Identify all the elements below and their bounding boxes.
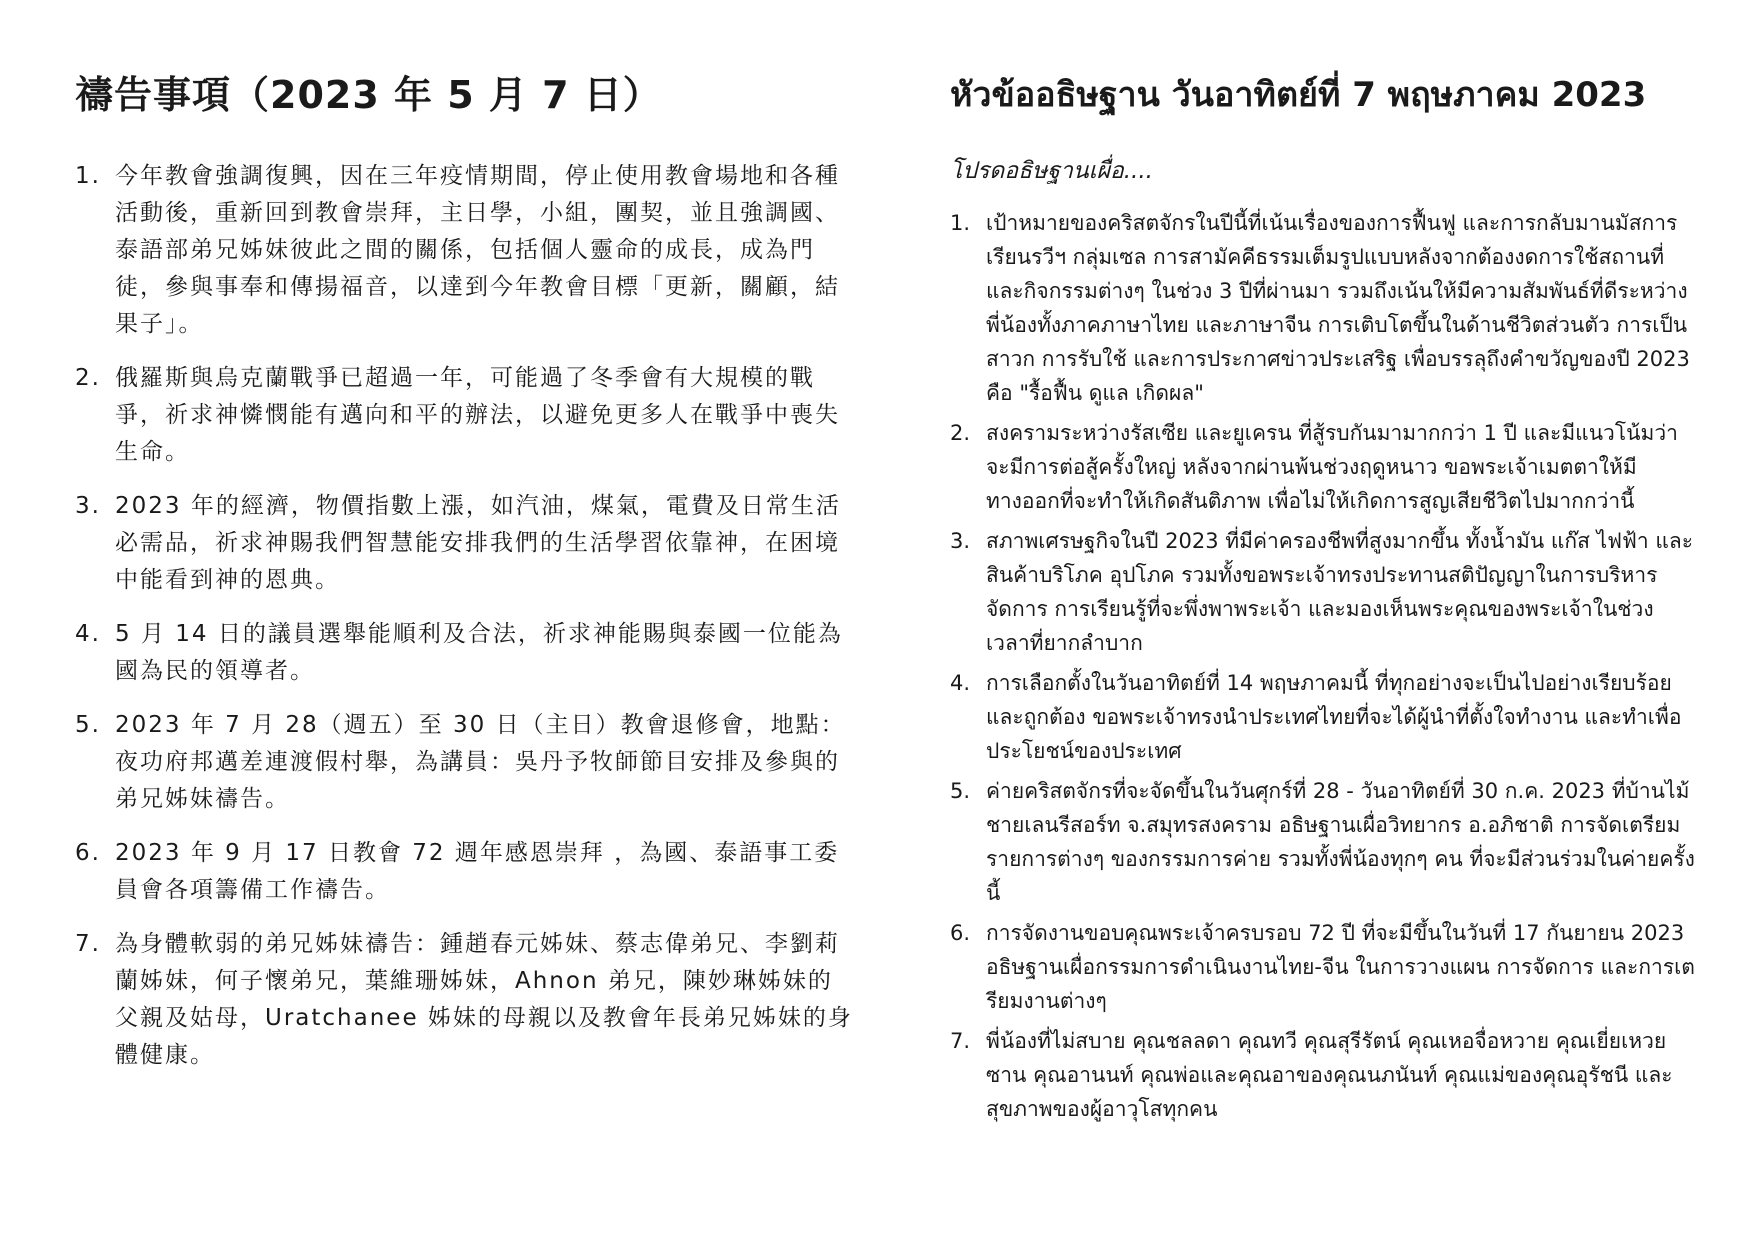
thai-prayer-item-1: [950, 206, 1695, 410]
item-number: 2.: [950, 421, 971, 445]
thai-prayer-item-5: [950, 774, 1695, 910]
item-text: พี่น้องที่ไม่สบาย คุณชลลดา คุณทวี คุณสุรีรัตน์ คุณเหอจื่อหวาย คุณเยี่ยเหวยซาน คุณอานนท์ คุณพ่อและคุณอาของคุณนภนันท์ คุณแม่ของคุณอุรัชนี และสุขภาพของผู้อาวุโสทุกคน: [986, 1029, 1673, 1121]
item-text: เป้าหมายของคริสตจักรในปีนี้ที่เน้นเรื่องของการฟื้นฟู และการกลับมานมัสการ เรียนรวีฯ กลุ่มเซล การสามัคคีธรรมเต็มรูปแบบหลังจากต้องงดการใช้สถานที่และกิจกรรมต่างๆ ในช่วง 3 ปีที่ผ่านมา รวมถึงเน้นให้มีความสัมพันธ์ที่ดีระหว่างพี่น้องทั้งภาคภาษาไทย และภาษาจีน การเติบโตขึ้นในด้านชีวิตส่วนตัว การเป็นสาวก การรับใช้ และการประกาศข่าวประเสริฐ เพื่อบรรลุถึงคำขวัญของปี 2023 คือ "รื้อฟื้น ดูแล เกิดผล": [986, 211, 1690, 405]
item-text: 2023 年 7 月 28（週五）至 30 日（主日）教會退修會，地點：夜功府邦邁差連渡假村舉，為講員：吳丹予牧師節目安排及參與的弟兄姊妹禱告。: [115, 712, 846, 812]
chinese-prayer-item-5: [75, 707, 855, 818]
item-text: ค่ายคริสตจักรที่จะจัดขึ้นในวันศุกร์ที่ 28 - วันอาทิตย์ที่ 30 ก.ค. 2023 ที่บ้านไม้ชายเลนรีสอร์ท จ.สมุทรสงคราม อธิษฐานเผื่อวิทยากร อ.อภิชาติ การจัดเตรียมรายการต่างๆ ของกรรมการค่าย รวมทั้งพี่น้องทุกๆ คน ที่จะมีส่วนร่วมในค่ายครั้งนี้: [986, 779, 1695, 905]
thai-prayer-item-7: [950, 1024, 1695, 1126]
chinese-column: [75, 70, 855, 1091]
thai-prayer-item-6: [950, 916, 1695, 1018]
item-number: 2.: [75, 365, 101, 391]
thai-title: หัวข้ออธิษฐาน วันอาทิตย์ที่ 7 พฤษภาคม 2023: [950, 75, 1647, 115]
item-text: 5 月 14 日的議員選舉能順利及合法，祈求神能賜與泰國一位能為國為民的領導者。: [115, 621, 843, 684]
thai-column: [950, 70, 1695, 1132]
item-text: 2023 年的經濟，物價指數上漲，如汽油，煤氣，電費及日常生活必需品，祈求神賜我們智慧能安排我們的生活學習依靠神，在困境中能看到神的恩典。: [115, 493, 841, 593]
item-number: 4.: [950, 671, 971, 695]
chinese-prayer-item-3: [75, 488, 855, 599]
item-number: 3.: [950, 529, 971, 553]
thai-prayer-item-4: [950, 666, 1695, 768]
item-number: 4.: [75, 621, 101, 647]
thai-prayer-list: [950, 206, 1695, 1126]
item-text: สงครามระหว่างรัสเซีย และยูเครน ที่สู้รบกันมามากกว่า 1 ปี และมีแนวโน้มว่าจะมีการต่อสู้ครั้งใหญ่ หลังจากผ่านพ้นช่วงฤดูหนาว ขอพระเจ้าเมตตาให้มีทางออกที่จะทำให้เกิดสันติภาพ เพื่อไม่ให้เกิดการสูญเสียชีวิตไปมากกว่านี้: [986, 421, 1678, 513]
item-text: 為身體軟弱的弟兄姊妹禱告：鍾趙春元姊妹、蔡志偉弟兄、李劉莉蘭姊妹，何子懷弟兄，葉維珊姊妹，Ahnon 弟兄，陳妙琳姊妹的父親及姑母，Uratchanee 姊妹的母親以及教會年長弟兄姊妹的身體健康。: [115, 931, 853, 1068]
item-text: 2023 年 9 月 17 日教會 72 週年感恩崇拜 ，為國、泰語事工委員會各項籌備工作禱告。: [115, 840, 840, 903]
item-text: สภาพเศรษฐกิจในปี 2023 ที่มีค่าครองชีพที่สูงมากขึ้น ทั้งน้ำมัน แก๊ส ไฟฟ้า และสินค้าบริโภค อุปโภค รวมทั้งขอพระเจ้าทรงประทานสติปัญญาในการบริหารจัดการ การเรียนรู้ที่จะพึ่งพาพระเจ้า และมองเห็นพระคุณของพระเจ้าในช่วงเวลาที่ยากลำบาก: [986, 529, 1694, 655]
item-text: 今年教會強調復興，因在三年疫情期間，停止使用教會場地和各種活動後，重新回到教會崇拜，主日學，小組，團契，並且強調國、泰語部弟兄姊妹彼此之間的關係，包括個人靈命的成長，成為門徒，參與事奉和傳揚福音，以達到今年教會目標「更新，關顧，結果子」。: [115, 163, 840, 337]
thai-subtitle: โปรดอธิษฐานเผื่อ....: [950, 158, 1153, 184]
chinese-prayer-item-7: [75, 926, 855, 1074]
chinese-title: 禱告事項（2023 年 5 月 7 日）: [75, 73, 662, 117]
thai-prayer-item-2: [950, 416, 1695, 518]
item-number: 3.: [75, 493, 101, 519]
chinese-prayer-item-1: [75, 158, 855, 343]
item-number: 1.: [950, 211, 971, 235]
item-number: 1.: [75, 163, 101, 189]
item-text: การจัดงานขอบคุณพระเจ้าครบรอบ 72 ปี ที่จะมีขึ้นในวันที่ 17 กันยายน 2023 อธิษฐานเผื่อกรรมการดำเนินงานไทย-จีน ในการวางแผน การจัดการ และการเตรียมงานต่างๆ: [986, 921, 1695, 1013]
item-number: 6.: [75, 840, 101, 866]
item-number: 5.: [950, 779, 971, 803]
item-number: 7.: [950, 1029, 971, 1053]
item-number: 7.: [75, 931, 101, 957]
chinese-prayer-item-6: [75, 835, 855, 909]
chinese-prayer-item-2: [75, 360, 855, 471]
item-text: 俄羅斯與烏克蘭戰爭已超過一年，可能過了冬季會有大規模的戰爭，祈求神憐憫能有邁向和平的辦法，以避免更多人在戰爭中喪失生命。: [115, 365, 840, 465]
item-number: 5.: [75, 712, 101, 738]
item-number: 6.: [950, 921, 971, 945]
chinese-prayer-list: [75, 158, 855, 1074]
thai-prayer-item-3: [950, 524, 1695, 660]
chinese-prayer-item-4: [75, 616, 855, 690]
item-text: การเลือกตั้งในวันอาทิตย์ที่ 14 พฤษภาคมนี้ ที่ทุกอย่างจะเป็นไปอย่างเรียบร้อยและถูกต้อง ขอพระเจ้าทรงนำประเทศไทยที่จะได้ผู้นำที่ตั้งใจทำงาน และทำเพื่อประโยชน์ของประเทศ: [986, 671, 1682, 763]
